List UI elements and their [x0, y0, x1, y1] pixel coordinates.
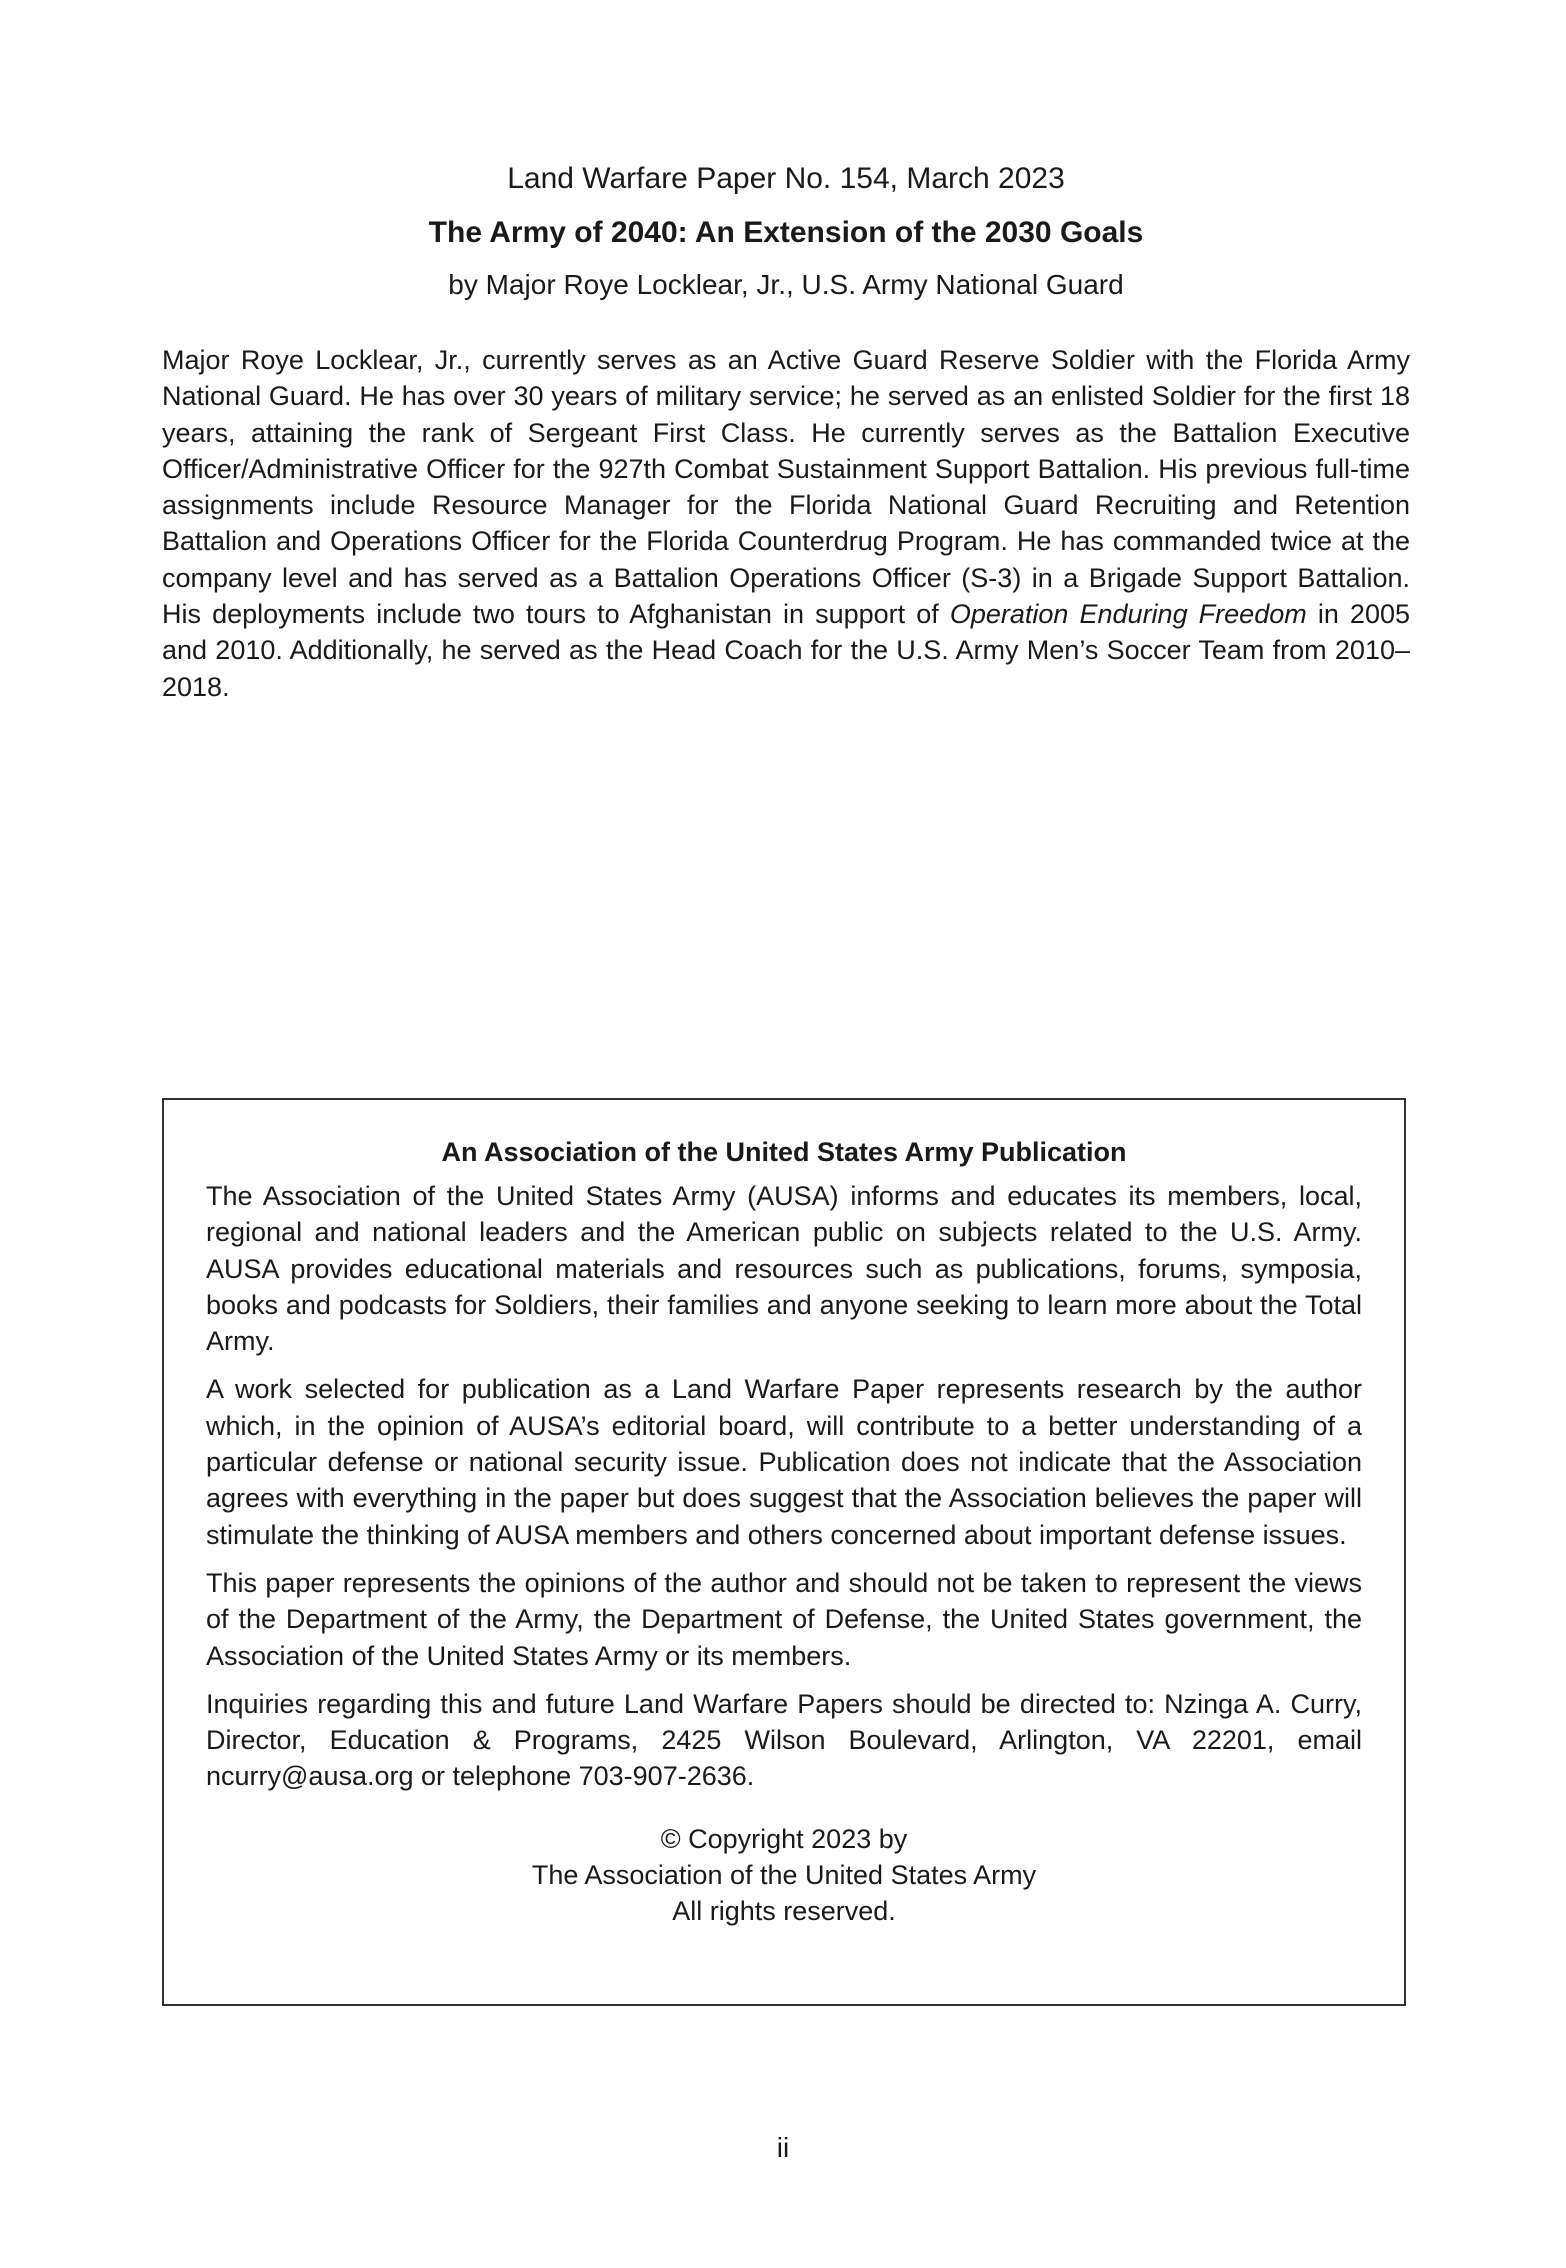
series-line: Land Warfare Paper No. 154, March 2023 — [507, 162, 1065, 195]
box-heading: An Association of the United States Army Publication — [441, 1137, 1127, 1167]
publication-info-box — [162, 1098, 1406, 2006]
bio-operation-name: Operation Enduring Freedom — [949, 599, 1307, 630]
copyright-notice — [206, 1821, 1362, 1930]
author-bio — [162, 342, 1410, 705]
box-paragraph-disclaimer: This paper represents the opinions of the author and should not be taken to represent the views of the Department of the Army, the Department of Defense, the United States government, the Association of the United States Army or its members. — [206, 1567, 1362, 1671]
box-paragraph-selection: A work selected for publication as a Land Warfare Paper represents research by the author which, in the opinion of AUSA’s editorial board, will contribute to a better understanding of a particular defense or national security issue. Publication does not indicate that the Association agrees with everything in the paper but does suggest that the Association believes the paper will stimulate the thinking of AUSA members and others concerned about important defense issues. — [206, 1374, 1362, 1550]
box-paragraph-inquiries: Inquiries regarding this and future Land Warfare Papers should be directed to: Nzinga A. Curry, Director, Education & Programs, 2425 Wilson Boulevard, Arlington, VA 22201, email ncurry@ausa.org or telephone 703-907-2636. — [206, 1688, 1362, 1792]
page-number: ii — [776, 2132, 790, 2163]
publication-info-content — [206, 1134, 1362, 1930]
byline: by Major Roye Locklear, Jr., U.S. Army National Guard — [448, 269, 1124, 300]
copyright-line-3: All rights reserved. — [672, 1896, 896, 1927]
header — [162, 152, 1410, 310]
bio-text-end: in 2005 and 2010. Additionally, he served as the Head Coach for the U.S. Army Men’s Soccer Team from 2010–2018. — [162, 599, 1410, 702]
copyright-line-1: © Copyright 2023 by — [660, 1823, 908, 1854]
copyright-line-2: The Association of the United States Army — [531, 1860, 1037, 1891]
box-paragraph-about: The Association of the United States Army (AUSA) informs and educates its members, local, regional and national leaders and the American public on subjects related to the U.S. Army. AUSA provides educational materials and resources such as publications, forums, symposia, books and podcasts for Soldiers, their families and anyone seeking to learn more about the Total Army. — [206, 1181, 1362, 1357]
bio-text-start: Major Roye Locklear, Jr., currently serves as an Active Guard Reserve Soldier with the Florida Army National Guard. He has over 30 years of military service; he served as an enlisted Soldier for the first 18 years, attaining the rank of Sergeant First Class. He currently serves as the Battalion Executive Officer/Administrative Officer for the 927th Combat Sustainment Support Battalion. His previous full-time assignments include Resource Manager for the Florida National Guard Recruiting and Retention Battalion and Operations Officer for the Florida Counterdrug Program. He has commanded twice at the company level and has served as a Battalion Operations Officer (S-3) in a Brigade Support Battalion. His deployments include two tours to Afghanistan in support of — [162, 345, 1410, 630]
paper-title: The Army of 2040: An Extension of the 2030 Goals — [428, 216, 1144, 249]
